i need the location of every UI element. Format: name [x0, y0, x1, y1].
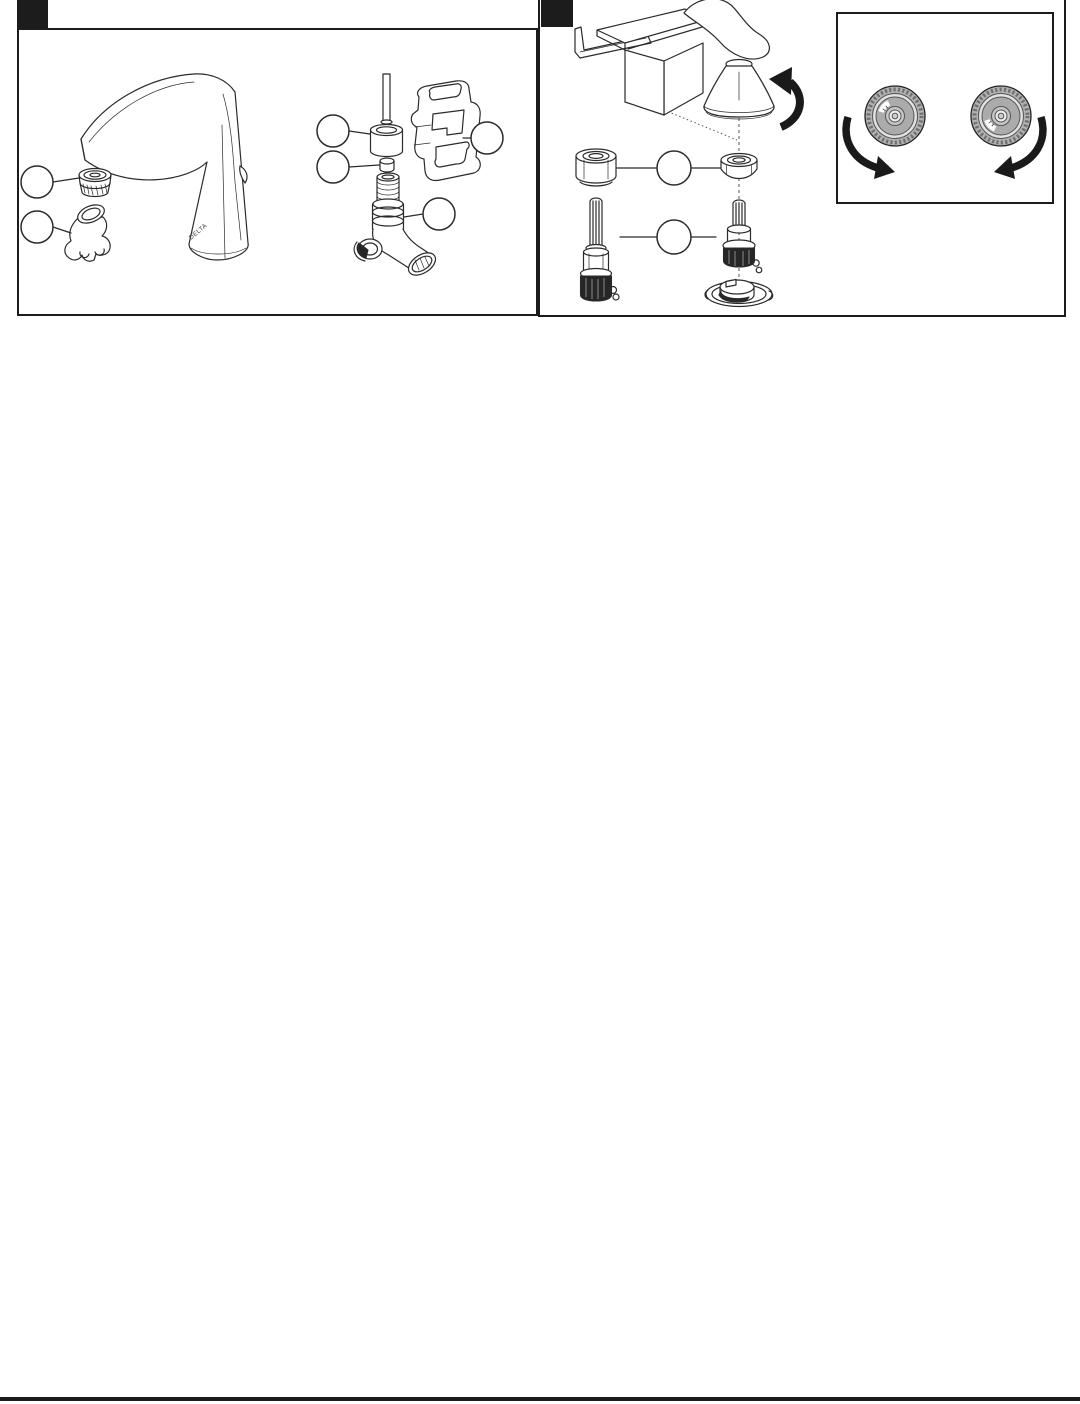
brand-label: DELTA	[187, 222, 209, 242]
callout-circle-cartridge	[657, 220, 691, 254]
mounting-clip-drawing	[411, 81, 480, 181]
callout-circle-lift-rod	[317, 115, 349, 147]
step-badge-left	[17, 0, 48, 28]
cartridge-side-drawing	[581, 198, 620, 301]
callout-circle-aerator	[21, 166, 53, 198]
cartridge-rotation-inset	[836, 12, 1054, 204]
callout-circle-clip	[471, 122, 503, 154]
bonnet-cap-drawing	[576, 149, 616, 186]
footer-rule	[0, 1397, 1080, 1401]
bonnet-nut-drawing	[721, 154, 757, 179]
seat-flange-drawing	[705, 280, 773, 307]
callout-circle-ferrule	[317, 151, 349, 183]
ferrule-drawing	[380, 158, 394, 172]
step-badge-right	[541, 0, 573, 27]
callout-circle-wrench	[21, 211, 53, 243]
spout-parts-panel	[17, 28, 538, 316]
aerator-drawing	[79, 169, 111, 197]
cartridge-center-drawing	[723, 200, 762, 273]
valve-body-drawing	[354, 173, 439, 280]
lift-rod-drawing	[371, 74, 403, 157]
callout-circle-valve	[423, 198, 455, 230]
faucet-spout-drawing	[81, 74, 248, 260]
aerator-wrench-drawing	[65, 201, 110, 261]
handle-rotation-arrow-icon	[769, 67, 800, 127]
spout-parts-drawing	[19, 30, 536, 314]
hot-cartridge-top-view	[865, 86, 925, 146]
cold-cartridge-top-view	[971, 86, 1031, 146]
callout-circle-bonnet	[657, 151, 691, 185]
rotation-diagram	[838, 14, 1052, 202]
handle-base-block-drawing	[597, 9, 709, 115]
